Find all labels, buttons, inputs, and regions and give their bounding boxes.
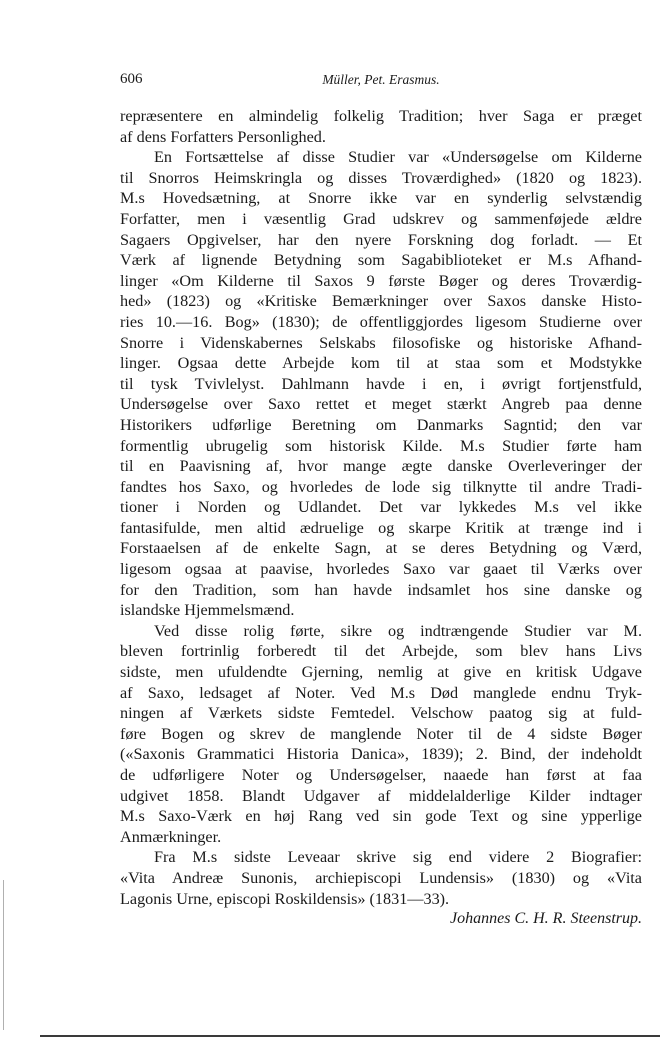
text-line: ries 10.—16. Bog» (1830); de offentliggjordes ligesom Studierne over <box>120 312 642 331</box>
running-head: Müller, Pet. Erasmus. <box>322 72 440 87</box>
text-line: Værk af lignende Betydning som Sagabiblioteket er M.s Afhand- <box>120 251 642 270</box>
text-line: til tysk Tvivlelyst. Dahlmann havde i en, i øvrigt fortjenstfuld, <box>120 374 642 393</box>
text-line: Forstaaelsen af de enkelte Sagn, at se deres Betydning og Værd, <box>120 539 642 558</box>
text-line: Historikers udførlige Beretning om Danmarks Sagntid; den var <box>120 415 642 434</box>
text-line: («Saxonis Grammatici Historia Danica», 1839); 2. Bind, der indeholdt <box>120 745 642 764</box>
text-line: føre Bogen og skrev de manglende Noter til de 4 sidste Bøger <box>120 724 642 743</box>
bottom-rule <box>40 1035 660 1037</box>
text-line: udgivet 1858. Blandt Udgaver af middelalderlige Kilder indtager <box>120 786 642 805</box>
text-line: de udførligere Noter og Undersøgelser, naaede han først at faa <box>120 766 642 784</box>
text-line: fandtes hos Saxo, og hvorledes de lode sig tilknytte til andre Tradi- <box>120 477 642 496</box>
author-signature: Johannes C. H. R. Steenstrup. <box>450 910 642 928</box>
text-line: Lagonis Urne, episcopi Roskildensis» (1831—33). <box>120 889 450 908</box>
text-line: Undersøgelse over Saxo rettet et meget stærkt Angreb paa denne <box>120 395 642 414</box>
text-line: M.s Saxo-Værk en høj Rang ved sin gode Text og sine ypperlige <box>120 807 642 826</box>
text-line: bleven fortrinlig forberedt til det Arbejde, som blev hans Livs <box>120 642 642 661</box>
text-line: sidste, men ufuldendte Gjerning, nemlig at give en kritisk Udgave <box>120 663 642 682</box>
text-line: til Snorros Heimskringla og disses Troværdighed» (1820 og 1823). <box>120 168 642 187</box>
page-edge-rule <box>3 880 4 1030</box>
text-line: Forfatter, men i væsentlig Grad udskrev og sammenføjede ældre <box>120 209 642 228</box>
page-number: 606 <box>120 71 143 87</box>
text-line: Anmærkninger. <box>120 827 222 846</box>
text-line: ningen af Værkets sidste Femtedel. Velschow paatog sig at fuld- <box>120 704 642 723</box>
text-line: Snorre i Videnskabernes Selskabs filosofiske og historiske Afhand- <box>120 333 642 352</box>
text-line: islandske Hjemmelsmænd. <box>120 601 295 620</box>
text-line: tioner i Norden og Udlandet. Det var lykkedes M.s vel ikke <box>120 498 642 517</box>
text-line: for den Tradition, som han havde indsamlet hos sine danske og <box>120 580 642 599</box>
text-line: af Saxo, ledsaget af Noter. Ved M.s Død manglede endnu Tryk- <box>120 683 642 702</box>
text-line: ligesom ogsaa at paavise, hvorledes Saxo var gaaet til Værks over <box>120 560 642 579</box>
text-line: «Vita Andreæ Sunonis, archiepiscopi Lundensis» (1830) og «Vita <box>120 868 642 887</box>
text-line: M.s Hovedsætning, at Snorre ikke var en synderlig selvstændig <box>120 189 642 208</box>
text-line: Fra M.s sidste Leveaar skrive sig end videre 2 Biografier: <box>154 848 642 867</box>
text-line: linger «Om Kilderne til Saxos 9 første Bøger og deres Troværdig- <box>120 271 642 290</box>
text-line: hed» (1823) og «Kritiske Bemærkninger over Saxos danske Histo- <box>120 292 642 311</box>
text-line: til en Paavisning af, hvor mange ægte danske Overleveringer der <box>120 457 642 476</box>
text-line: formentlig ubrugelig som historisk Kilde. M.s Studier førte ham <box>120 436 642 455</box>
text-line: linger. Ogsaa dette Arbejde kom til at staa som et Modstykke <box>120 354 642 373</box>
text-line: fantasifulde, men altid ædruelige og skarpe Kritik at trænge ind i <box>120 518 642 537</box>
text-line: Sagaers Opgivelser, har den nyere Forskning dog forladt. — Et <box>120 230 642 249</box>
text-line: af dens Forfatters Personlighed. <box>120 127 326 146</box>
text-line: Ved disse rolig førte, sikre og indtrængende Studier var M. <box>154 621 642 640</box>
page-header <box>120 71 642 91</box>
body-text <box>120 106 642 930</box>
text-line: En Fortsættelse af disse Studier var «Undersøgelse om Kilderne <box>154 148 642 167</box>
text-line: repræsentere en almindelig folkelig Tradition; hver Saga er præget <box>120 107 642 125</box>
